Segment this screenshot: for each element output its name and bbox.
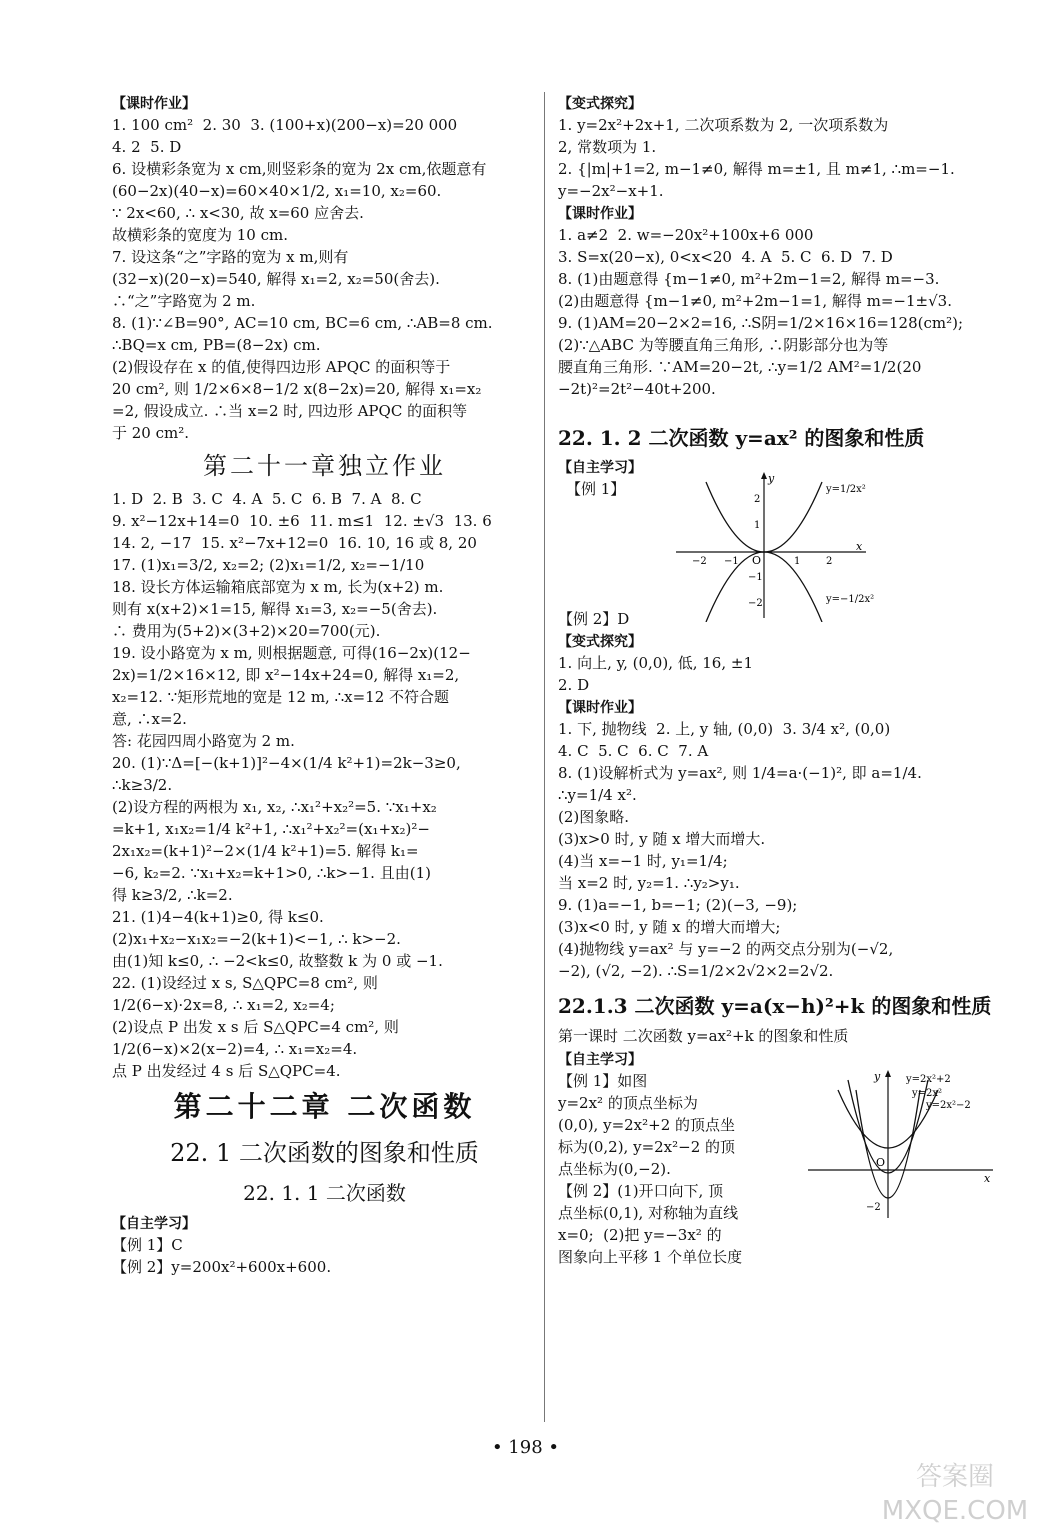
example1-graph-block <box>558 472 998 609</box>
answer-line: ∵ 2x<60, ∴ x<30, 故 x=60 应舍去. <box>112 204 364 222</box>
right-top-block <box>558 92 998 400</box>
tag-label: 【 自主学习 】 <box>558 1051 642 1069</box>
answer-line: (32−x)(20−x)=540, 解得 x₁=2, x₂=50(舍去). <box>112 270 440 288</box>
answer-line: 图象向上平移 1 个单位长度 <box>558 1248 743 1266</box>
answer-line: 由(1)知 k≤0, ∴ −2<k≤0, 故整数 k 为 0 或 −1. <box>112 952 443 970</box>
g1-origin: O <box>752 554 762 567</box>
g2-tick: −2 <box>866 1202 881 1213</box>
answer-line: (4)当 x=−1 时, y₁=1/4; <box>558 852 728 870</box>
g1-tick-y: 2 <box>754 494 761 505</box>
answer-line: 4. C 5. C 6. C 7. A <box>558 742 709 760</box>
answer-line: (3)x>0 时, y 随 x 增大而增大. <box>558 830 766 848</box>
answer-line: 【例 2】D <box>558 610 630 628</box>
answer-line: 8. (1)由题意得 {m−1≠0, m²+2m−1=2, 解得 m=−3. <box>558 270 940 288</box>
answer-line: −2t)²=2t²−40t+200. <box>558 380 716 398</box>
answer-line: 9. (1)a=−1, b=−1; (2)(−3, −9); <box>558 896 798 914</box>
answer-line: 2. D <box>558 676 590 694</box>
answer-line: (3)x<0 时, y 随 x 的增大而增大; <box>558 918 781 936</box>
g2-label: y=2x²−2 <box>926 1100 971 1111</box>
g2-axis-x: x <box>984 1172 991 1185</box>
answer-line: 4. 2 5. D <box>112 138 182 156</box>
answer-line: (2)x₁+x₂−x₁x₂=−2(k+1)<−1, ∴ k>−2. <box>112 930 401 948</box>
answer-line: 【例 1】C <box>112 1236 183 1254</box>
g1-label-bottom: y=−1/2x² <box>826 594 875 605</box>
g1-tick-y: 1 <box>754 520 761 531</box>
answer-line: 2, 常数项为 1. <box>558 138 657 156</box>
answer-line: 2x)=1/2×16×12, 即 x²−14x+24=0, 解得 x₁=2, <box>112 666 460 684</box>
left-column <box>112 92 537 1278</box>
example-block-bottom <box>558 1070 998 1270</box>
answer-line: 点坐标为(0,−2). <box>558 1160 671 1178</box>
g1-axis-y: y <box>768 472 775 485</box>
page-number: • 198 • <box>491 1437 560 1458</box>
column-divider <box>544 92 545 1422</box>
answer-line: 21. (1)4−4(k+1)≥0, 得 k≤0. <box>112 908 324 926</box>
answer-line: y=−2x²−x+1. <box>558 182 664 200</box>
answer-line: (2)设点 P 出发 x s 后 S△QPC=4 cm², 则 <box>112 1018 399 1036</box>
right-mid-block <box>558 608 998 982</box>
g1-tick-y: −2 <box>748 598 763 609</box>
section-tag: 【 课时作业 】 <box>112 95 196 113</box>
answer-line: −6, k₂=2. ∵x₁+x₂=k+1>0, ∴k>−1. 且由(1) <box>112 864 431 882</box>
answer-line: 答: 花园四周小路宽为 2 m. <box>112 732 295 750</box>
answer-line: x₂=12. ∵矩形荒地的宽是 12 m, ∴x=12 不符合题 <box>112 688 450 706</box>
answer-line: 1/2(6−x)·2x=8, ∴ x₁=2, x₂=4; <box>112 996 335 1014</box>
answer-line: 8. (1)设解析式为 y=ax², 则 1/4=a·(−1)², 即 a=1/4. <box>558 764 922 782</box>
answer-line: 1. y=2x²+2x+1, 二次项系数为 2, 一次项系数为 <box>558 116 889 134</box>
answer-line: 1. D 2. B 3. C 4. A 5. C 6. B 7. A 8. C <box>112 490 422 508</box>
answer-line: 腰直角三角形. ∵AM=20−2t, ∴y=1/2 AM²=1/2(20 <box>558 358 922 376</box>
tag-row <box>558 630 998 652</box>
tag-label: 【 自主学习 】 <box>558 459 642 477</box>
g1-tick-x: 2 <box>826 556 833 567</box>
answer-line: 1. 100 cm² 2. 30 3. (100+x)(200−x)=20 000 <box>112 116 458 134</box>
g2-label: y=2x²+2 <box>906 1074 951 1085</box>
answer-line: 8. (1)∵∠B=90°, AC=10 cm, BC=6 cm, ∴AB=8 cm. <box>112 314 493 332</box>
g1-tick-x: −2 <box>692 556 707 567</box>
heading-sec: 22. 1 二次函数的图象和性质 <box>170 1139 479 1167</box>
answer-line: ∴ 费用为(5+2)×(3+2)×20=700(元). <box>112 622 381 640</box>
answer-line: 【例 2】y=200x²+600x+600. <box>112 1258 332 1276</box>
answer-line: (2)图象略. <box>558 808 630 826</box>
g1-tick-x: −1 <box>724 556 739 567</box>
answer-line: 得 k≥3/2, ∴k=2. <box>112 886 233 904</box>
answer-line: 1. 向上, y, (0,0), 低, 16, ±1 <box>558 654 754 672</box>
answer-line: 点 P 出发经过 4 s 后 S△QPC=4. <box>112 1062 341 1080</box>
answer-line: 3. S=x(20−x), 0<x<20 4. A 5. C 6. D 7. D <box>558 248 893 266</box>
heading-chapter: 第二十一章独立作业 <box>203 452 446 480</box>
tag-row <box>112 92 537 114</box>
answer-line: (60−2x)(40−x)=60×40×1/2, x₁=10, x₂=60. <box>112 182 442 200</box>
answer-line: ∴“之”字路宽为 2 m. <box>112 292 256 310</box>
answer-line: 标为(0,2), y=2x²−2 的顶 <box>558 1138 736 1156</box>
watermark <box>870 1460 1040 1530</box>
answer-line: 2. {|m|+1=2, m−1≠0, 解得 m=±1, 且 m≠1, ∴m=−1. <box>558 160 955 178</box>
g1-label-top: y=1/2x² <box>826 484 866 495</box>
answer-line: 1. a≠2 2. w=−20x²+100x+6 000 <box>558 226 814 244</box>
section-tag: 【 变式探究 】 <box>558 95 642 113</box>
answer-line: =k+1, x₁x₂=1/4 k²+1, ∴x₁²+x₂²=(x₁+x₂)²− <box>112 820 430 838</box>
heading-sub: 22. 1. 1 二次函数 <box>243 1181 406 1205</box>
answer-line: 当 x=2 时, y₂=1. ∴y₂>y₁. <box>558 874 740 892</box>
section-tag: 【 变式探究 】 <box>558 633 642 651</box>
answer-line: 6. 设横彩条宽为 x cm,则竖彩条的宽为 2x cm,依题意有 <box>112 160 487 178</box>
answer-line: ∴k≥3/2. <box>112 776 173 794</box>
answer-line: (2)∵△ABC 为等腰直角三角形, ∴阴影部分也为等 <box>558 336 889 354</box>
answer-line: 【例 1】如图 <box>558 1072 648 1090</box>
parabola-graph-2 <box>808 1070 998 1220</box>
answer-line: 7. 设这条“之”字路的宽为 x m,则有 <box>112 248 349 266</box>
g1-tick-x: 1 <box>794 556 801 567</box>
answer-line: ∴y=1/4 x². <box>558 786 637 804</box>
answer-line: (4)抛物线 y=ax² 与 y=−2 的两交点分别为(−√2, <box>558 940 894 958</box>
section-tag: 【 课时作业 】 <box>558 205 642 223</box>
section-tag: 【 课时作业 】 <box>558 699 642 717</box>
answer-line: 故横彩条的宽度为 10 cm. <box>112 226 289 244</box>
example1-label: 【例 1】 <box>566 480 626 498</box>
answer-line: 2x₁x₂=(k+1)²−2×(1/4 k²+1)=5. 解得 k₁= <box>112 842 419 860</box>
answer-line: 【例 2】(1)开口向下, 顶 <box>558 1182 724 1200</box>
tag-row <box>112 1212 537 1234</box>
g2-axis-y: y <box>874 1070 881 1083</box>
tag-row <box>558 696 998 718</box>
lesson-title: 第一课时 二次函数 y=ax²+k 的图象和性质 <box>558 1027 849 1045</box>
g2-label: y=2x² <box>912 1088 943 1099</box>
answer-line: 则有 x(x+2)×1=15, 解得 x₁=3, x₂=−5(舍去). <box>112 600 438 618</box>
answer-line: 于 20 cm². <box>112 424 190 442</box>
section-tag: 【 自主学习 】 <box>112 1215 196 1233</box>
answer-line: (2)由题意得 {m−1≠0, m²+2m−1=1, 解得 m=−1±√3. <box>558 292 952 310</box>
answer-line: 20. (1)∵Δ=[−(k+1)]²−4×(1/4 k²+1)=2k−3≥0, <box>112 754 461 772</box>
answer-line: x=0; (2)把 y=−3x² 的 <box>558 1226 722 1244</box>
answer-line: 9. x²−12x+14=0 10. ±6 11. m≤1 12. ±√3 13. 6 <box>112 512 492 530</box>
answer-line: ∴BQ=x cm, PB=(8−2x) cm. <box>112 336 321 354</box>
answer-line: 17. (1)x₁=3/2, x₂=2; (2)x₁=1/2, x₂=−1/10 <box>112 556 425 574</box>
answer-line: (2)假设存在 x 的值,使得四边形 APQC 的面积等于 <box>112 358 451 376</box>
g2-origin: O <box>876 1156 886 1169</box>
g1-tick-y: −1 <box>748 572 763 583</box>
answer-line: y=2x² 的顶点坐标为 <box>558 1094 698 1112</box>
answer-line: 22. (1)设经过 x s, S△QPC=8 cm², 则 <box>112 974 378 992</box>
answer-line: =2, 假设成立. ∴当 x=2 时, 四边形 APQC 的面积等 <box>112 402 468 420</box>
right-column <box>558 92 998 1270</box>
answer-line: (2)设方程的两根为 x₁, x₂, ∴x₁²+x₂²=5. ∵x₁+x₂ <box>112 798 437 816</box>
answer-line: 18. 设长方体运输箱底部宽为 x m, 长为(x+2) m. <box>112 578 444 596</box>
answer-line: 点坐标(0,1), 对称轴为直线 <box>558 1204 739 1222</box>
bottom-text <box>558 1070 798 1268</box>
parabola-graph-1 <box>676 472 876 622</box>
answer-line: 20 cm², 则 1/2×6×8−1/2 x(8−2x)=20, 解得 x₁=x₂ <box>112 380 482 398</box>
answer-line: 1. 下, 抛物线 2. 上, y 轴, (0,0) 3. 3/4 x², (0,0) <box>558 720 891 738</box>
answer-line: 9. (1)AM=20−2×2=16, ∴S阴=1/2×16×16=128(cm²); <box>558 314 964 332</box>
answer-line: 19. 设小路宽为 x m, 则根据题意, 可得(16−2x)(12− <box>112 644 471 662</box>
section-heading-22-1-2: 22. 1. 2 二次函数 y=ax² 的图象和性质 <box>558 426 925 450</box>
g1-axis-x: x <box>856 540 863 553</box>
tag-row <box>558 92 998 114</box>
answer-line: 1/2(6−x)×2(x−2)=4, ∴ x₁=x₂=4. <box>112 1040 358 1058</box>
answer-line: (0,0), y=2x²+2 的顶点坐 <box>558 1116 736 1134</box>
section-heading-22-1-3: 22.1.3 二次函数 y=a(x−h)²+k 的图象和性质 <box>558 994 992 1018</box>
tag-zizhu-2 <box>558 1048 998 1070</box>
answer-line: 14. 2, −17 15. x²−7x+12=0 16. 10, 16 或 8, 20 <box>112 534 477 552</box>
answer-line: 意, ∴x=2. <box>112 710 187 728</box>
tag-row <box>558 202 998 224</box>
watermark-text: 答案圈 MXQE.COM <box>881 1462 1029 1526</box>
answer-line: −2), (√2, −2). ∴S=1/2×2√2×2=2√2. <box>558 962 834 980</box>
heading-big: 第二十二章 二次函数 <box>173 1090 476 1123</box>
